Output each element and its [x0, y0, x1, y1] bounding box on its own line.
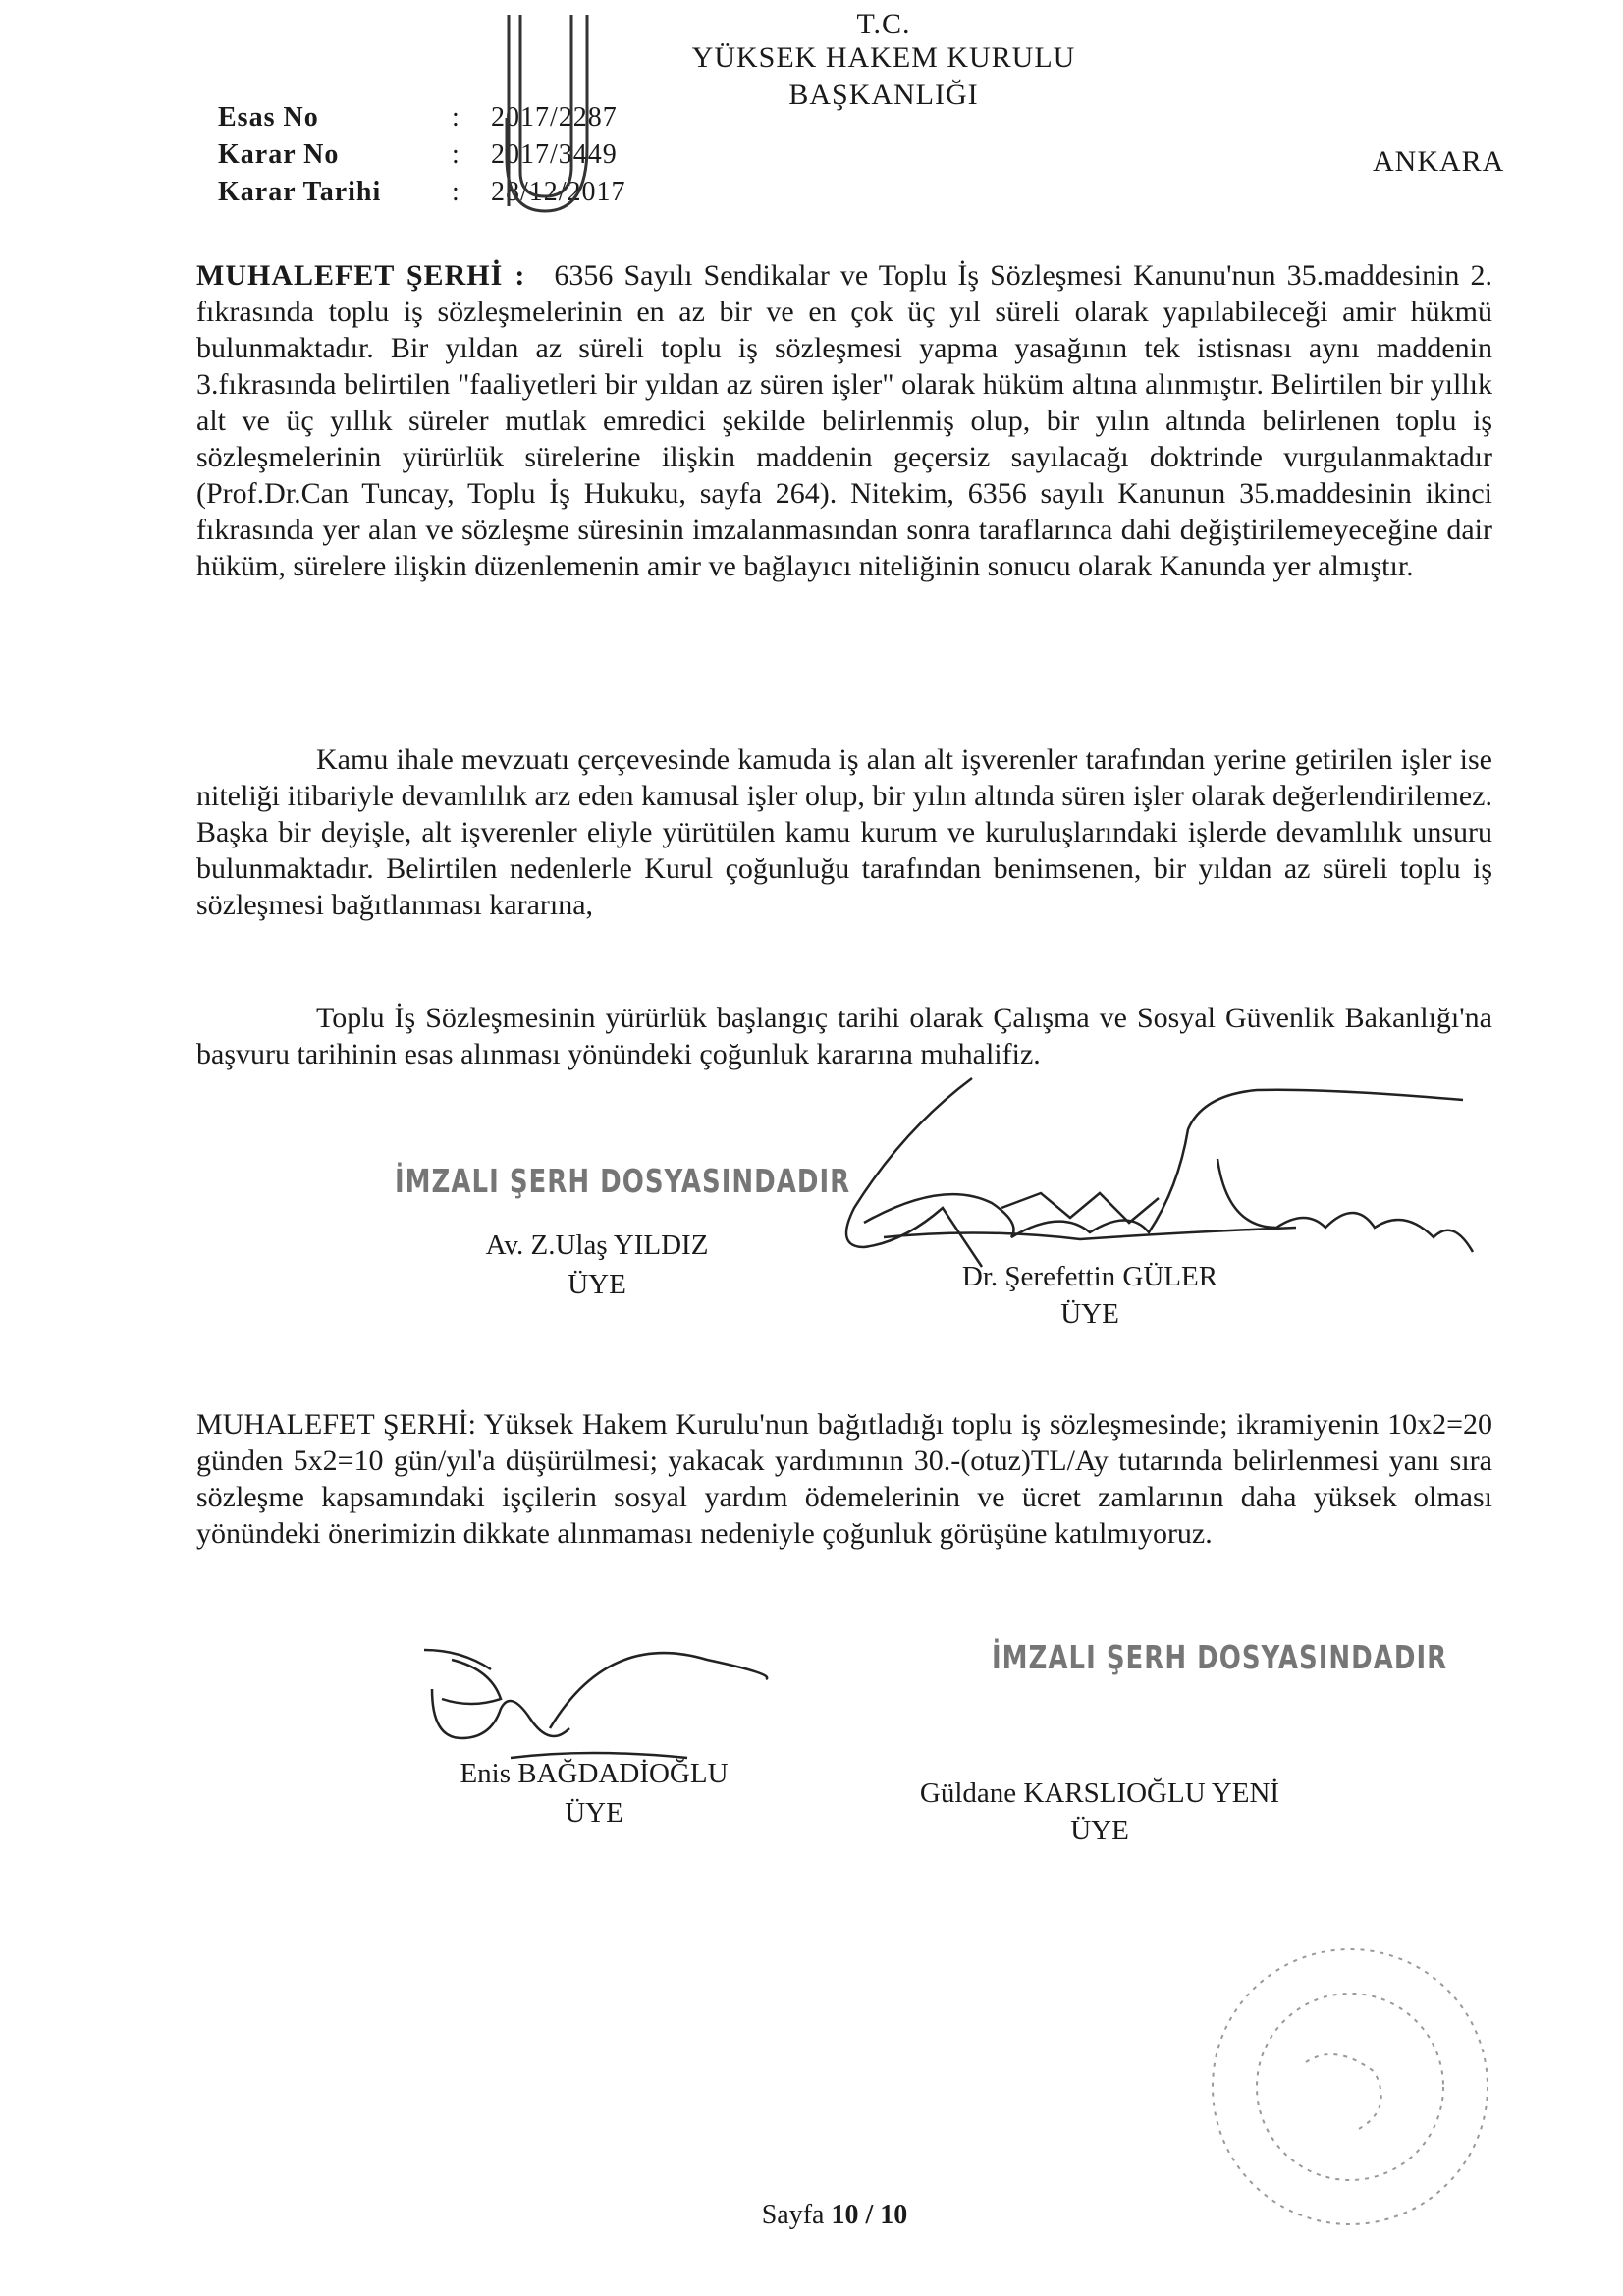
- signer-bagdadioglu-name: Enis BAĞDADİOĞLU: [460, 1758, 729, 1789]
- signer-guler-name: Dr. Şerefettin GÜLER: [961, 1261, 1218, 1292]
- signed-dissent-stamp-2: İMZALI ŞERH DOSYASINDADIR: [992, 1640, 1448, 1677]
- meta-label-esas: Esas No: [218, 102, 319, 133]
- meta-label-tarih: Karar Tarihi: [218, 177, 382, 207]
- page-number-current: 10: [831, 2200, 859, 2230]
- dissent2-text: MUHALEFET ŞERHİ: Yüksek Hakem Kurulu'nun bağıtladığı toplu iş sözleşmesinde; ikramiyenin 10x2=20 günden 5x2=10 gün/yıl'a düşürülmesi; yakacak yardımının 30.-(otuz)TL/Ay tutarında belirlenmesi yanı sıra sözleşme kapsamındaki işçilerin sosyal yardım ödemelerinin ve ücret zamlarının daha yüksek olması yönündeki önerimizin dikkate alınmaması nedeniyle çoğunluk görüşüne katılmıyoruz.: [196, 1408, 1492, 1550]
- meta-colon: :: [452, 177, 460, 207]
- header-institution: YÜKSEK HAKEM KURULU: [691, 41, 1076, 74]
- dissent1-para3: Toplu İş Sözleşmesinin yürürlük başlangıç tarihi olarak Çalışma ve Sosyal Güvenlik Bakanlığı'na başvuru tarihinin esas alınması yönündeki çoğunluk kararına muhalifiz.: [196, 1002, 1492, 1070]
- page-number-separator: /: [865, 2200, 874, 2230]
- meta-value-karar: 2017/3449: [491, 139, 618, 170]
- meta-value-tarih: 28/12/2017: [491, 177, 626, 207]
- dissent1-para1-text: 6356 Sayılı Sendikalar ve Toplu İş Sözleşmesi Kanunu'nun 35.maddesinin 2. fıkrasında toplu iş sözleşmelerinin en az bir ve en çok üç yıl süreli olarak yapılabileceği amir hükmü bulunmaktadır. Bir yıldan az süreli toplu iş sözleşmesi yapma yasağının tek istisnası aynı maddenin 3.fıkrasında belirtilen "faaliyetleri bir yıldan az süren işler" olarak hüküm altına alınmıştır. Belirtilen bir yıllık alt ve üç yıllık süreler mutlak emredici şekilde belirlenmiş olup, bir yılın altında belirlenen toplu iş sözleşmelerinin yürürlük sürelerine ilişkin maddenin geçersiz sayılacağı doktrinde vurgulanmaktadır (Prof.Dr.Can Tuncay, Toplu İş Hukuku, sayfa 264). Nitekim, 6356 sayılı Kanunun 35.maddesinin ikinci fıkrasında yer alan ve sözleşme süresinin imzalanmasından sonra taraflarınca dahi değiştirilemeyeceğine dair hüküm, sürelere ilişkin düzenlemenin amir ve bağlayıcı niteliğinin sonucu olarak Kanunda yer almıştır.: [196, 259, 1493, 582]
- signature-guler: [846, 1078, 1473, 1267]
- header-presidency: BAŞKANLIĞI: [788, 79, 979, 111]
- signer-yildiz-name: Av. Z.Ulaş YILDIZ: [485, 1230, 709, 1261]
- signer-karslioglu-role: ÜYE: [1070, 1815, 1129, 1846]
- meta-label-karar: Karar No: [218, 139, 340, 170]
- signer-yildiz-role: ÜYE: [568, 1269, 626, 1300]
- paperclip-mark: [507, 15, 587, 211]
- meta-colon: :: [452, 102, 460, 133]
- round-seal: [1213, 1949, 1488, 2224]
- page-number-prefix: Sayfa: [761, 2200, 825, 2230]
- dissent1-title: MUHALEFET ŞERHİ :: [196, 259, 526, 292]
- signer-karslioglu-name: Güldane KARSLIOĞLU YENİ: [919, 1777, 1280, 1809]
- meta-colon: :: [452, 139, 460, 170]
- signer-guler-role: ÜYE: [1060, 1298, 1119, 1330]
- page-number-total: 10: [880, 2200, 908, 2230]
- signer-bagdadioglu-role: ÜYE: [565, 1797, 623, 1829]
- header-city: ANKARA: [1373, 145, 1505, 178]
- dissent1-para2: Kamu ihale mevzuatı çerçevesinde kamuda iş alan alt işverenler tarafından yerine getirilen işler ise niteliği itibariyle devamlılık arz eden kamusal işler olup, bir yılın altında süren işler olarak değerlendirilemez. Başka bir deyişle, alt işverenler eliyle yürütülen kamu kurum ve kuruluşlarındaki işlerde devamlılık unsuru bulunmaktadır. Belirtilen nedenlerle Kurul çoğunluğu tarafından benimsenen, bir yıldan az süreli toplu iş sözleşmesi bağıtlanması kararına,: [196, 743, 1492, 921]
- meta-value-esas: 2017/2287: [491, 102, 618, 133]
- signed-dissent-stamp: İMZALI ŞERH DOSYASINDADIR: [395, 1164, 851, 1201]
- header-tc: T.C.: [856, 8, 911, 40]
- signature-bagdadioglu: [424, 1650, 767, 1758]
